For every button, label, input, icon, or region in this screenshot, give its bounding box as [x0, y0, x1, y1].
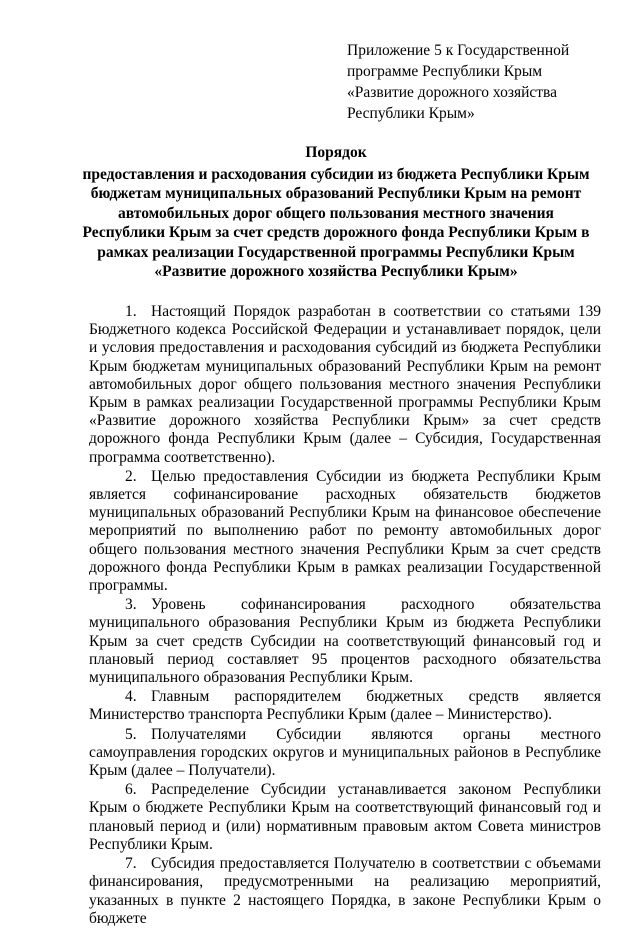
- document-title: [60, 143, 612, 282]
- paragraph-number: 6.: [125, 781, 137, 799]
- paragraph-text: Уровень софинансирования расходного обязательства муниципального образования Республики Крым из бюджета Республики Крым за счет средств Субсидии на соответствующий финансовый год и плановый период составляет 95 процентов расходного обязательства муниципального образования Республики Крым.: [89, 596, 601, 687]
- paragraph-2: [89, 468, 601, 595]
- title-line: Республики Крым за счет средств дорожного фонда Республики Крым в: [82, 224, 590, 241]
- paragraph-number: 3.: [125, 596, 137, 614]
- title-line: рамках реализации Государственной программы Республики Крым: [97, 243, 575, 261]
- appendix-line: Республики Крым»: [347, 105, 475, 122]
- title-heading: Порядок: [305, 144, 367, 161]
- paragraph-1: [89, 303, 601, 467]
- appendix-header: [347, 40, 617, 124]
- paragraph-3: [89, 596, 601, 687]
- appendix-line: Приложение 5 к Государственной: [347, 42, 570, 59]
- paragraph-text: Главным распорядителем бюджетных средств является Министерство транспорта Республики Крым (далее – Министерство).: [89, 688, 601, 724]
- paragraph-6: [89, 781, 601, 854]
- paragraph-7: [89, 855, 601, 928]
- title-line: «Развитие дорожного хозяйства Республики Крым»: [154, 263, 518, 280]
- paragraph-number: 5.: [125, 725, 137, 743]
- paragraph-number: 4.: [125, 688, 137, 706]
- paragraph-number: 2.: [125, 467, 137, 485]
- appendix-line: программе Республики Крым: [347, 63, 543, 80]
- paragraph-text: Настоящий Порядок разработан в соответствии со статьями 139 Бюджетного кодекса Российской Федерации и устанавливает порядок, цели и условия предоставления и расходования субсидий из бюджета Республики Крым бюджетам муниципальных образований Республики Крым на ремонт автомобильных дорог общего пользования местного значения Республики Крым в рамках реализации Государственной программы Республики Крым «Развитие дорожного хозяйства Республики Крым» за счет средств дорожного фонда Республики Крым (далее – Субсидия, Государственная программа соответственно).: [89, 303, 601, 466]
- paragraph-text: Получателями Субсидии являются органы местного самоуправления городских округов и муниципальных районов в Республике Крым (далее – Получатели).: [89, 725, 601, 780]
- paragraph-4: [89, 688, 601, 724]
- paragraph-number: 7.: [125, 855, 137, 873]
- paragraph-number: 1.: [125, 303, 137, 320]
- paragraph-text: Распределение Субсидии устанавливается законом Республики Крым о бюджете Республики Крым на соответствующий финансовый год и плановый период и (или) нормативным правовым актом Совета министров Республики Крым.: [89, 781, 601, 853]
- paragraph-text: Целью предоставления Субсидии из бюджета Республики Крым является софинансирование расходных обязательств бюджетов муниципальных образований Республики Крым на финансовое обеспечение мероприятий по выполнению работ по ремонту автомобильных дорог общего пользования местного значения Республики Крым за счет средств дорожного фонда Республики Крым в рамках реализации Государственной программы.: [89, 467, 601, 595]
- title-line: бюджетам муниципальных образований Республики Крым на ремонт: [90, 185, 582, 202]
- title-line: автомобильных дорог общего пользования местного значения: [118, 204, 554, 222]
- appendix-line: «Развитие дорожного хозяйства: [347, 84, 558, 101]
- title-line: предоставления и расходования субсидии из бюджета Республики Крым: [82, 165, 590, 183]
- paragraph-5: [89, 726, 601, 781]
- document-body: [89, 303, 601, 929]
- paragraph-text: Субсидия предоставляется Получателю в соответствии с объемами финансирования, предусмотренными на реализацию мероприятий, указанных в пункте 2 настоящего Порядка, в законе Республики Крым о бюджете: [89, 855, 601, 927]
